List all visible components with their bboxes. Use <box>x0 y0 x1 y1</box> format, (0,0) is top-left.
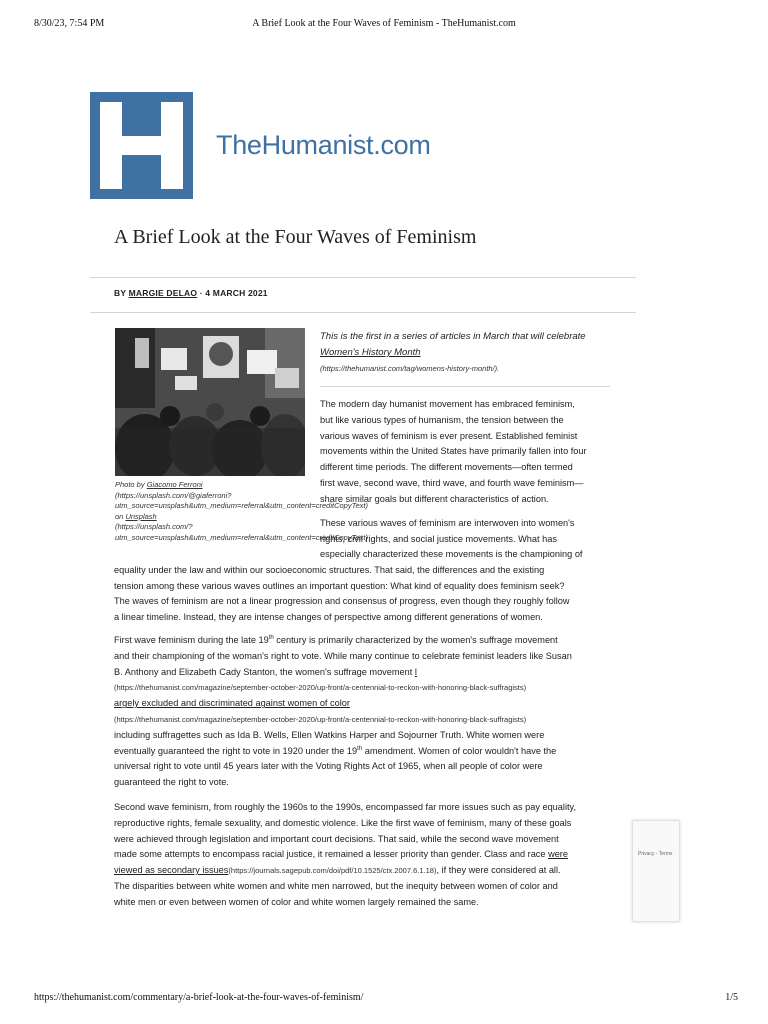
caption-url: (https://unsplash.com/? <box>115 522 193 531</box>
text-line: white men or even between women of color and white women largely remained the same. <box>114 896 479 907</box>
intro-note <box>320 329 620 377</box>
site-logo[interactable] <box>90 92 193 199</box>
print-url: https://thehumanist.com/commentary/a-brief-look-at-the-four-waves-of-feminism/ <box>34 992 364 1003</box>
text-line: first wave, second wave, third wave, and fourth wave feminism— <box>320 477 584 488</box>
text-line: The disparities between white women and white men narrowed, but the inequity between women of color and <box>114 880 558 891</box>
text-line: but like various types of humanism, the tension between the <box>320 414 564 425</box>
suffrage-link[interactable]: argely excluded and discriminated against women of color <box>114 698 350 709</box>
byline <box>114 288 268 298</box>
recaptcha-badge[interactable] <box>632 820 680 922</box>
article-title: A Brief Look at the Four Waves of Feminism <box>114 226 477 248</box>
divider <box>90 312 636 313</box>
photographer-link[interactable]: Giacomo Ferroni <box>146 480 203 489</box>
text-span: , if they were considered at all. <box>436 865 561 876</box>
caption-text: Photo by <box>115 480 147 489</box>
caption-url: utm_source=unsplash&utm_medium=referral&utm_content=creditCopyText) <box>115 532 368 542</box>
intro-url: (https://thehumanist.com/tag/womens-history-month/). <box>320 364 500 373</box>
text-line: The modern day humanist movement has embraced feminism, <box>320 399 575 409</box>
caption-text: on <box>115 511 126 521</box>
print-page-number: 1/5 <box>725 992 738 1003</box>
divider <box>90 277 636 278</box>
caption-url: utm_source=unsplash&utm_medium=referral&utm_content=creditCopyText) <box>115 501 368 510</box>
superscript: th <box>268 634 274 641</box>
caption-url: (https://unsplash.com/@giaferroni? <box>115 490 232 500</box>
text-span: amendment. Women of color wouldn't have the <box>362 745 557 756</box>
secondary-issues-link[interactable]: viewed as secondary issues <box>114 865 229 876</box>
text-span: B. Anthony and Elizabeth Cady Stanton, the women's suffrage movement <box>114 666 415 677</box>
text-line: reproductive rights, female sexuality, and domestic violence. Like the first wave of feminism, many of these goals <box>114 817 572 828</box>
divider <box>320 386 610 387</box>
text-line: Second wave feminism, from roughly the 1960s to the 1990s, encompassed far more issues such as pay equality, <box>114 802 576 812</box>
suffrage-link[interactable]: l <box>414 666 417 677</box>
print-datetime: 8/30/23, 7:54 PM <box>34 18 105 29</box>
print-page-title: A Brief Look at the Four Waves of Feminism - TheHumanist.com <box>252 18 516 29</box>
text-line: universal right to vote until 45 years later with the Voting Rights Act of 1965, when all people of color were <box>114 761 543 772</box>
recaptcha-text[interactable]: Privacy - Terms <box>638 851 673 857</box>
text-line: guaranteed the right to vote. <box>114 777 229 788</box>
link-url: (https://journals.sagepub.com/doi/pdf/10.1525/ctx.2007.6.1.18) <box>228 866 437 876</box>
text-line: various waves of feminism is ever present. Established feminist <box>320 430 578 441</box>
text-line: tension among these various waves outlines an important question: What kind of equality does feminism seek? <box>114 580 565 591</box>
text-line: different time periods. The different movements—often termed <box>320 462 573 473</box>
site-name[interactable]: TheHumanist.com <box>216 130 431 160</box>
text-line: These various waves of feminism are interwoven into women's <box>320 518 575 528</box>
text-line: The waves of feminism are not a linear progression and consensus of progress, even though they roughly follow <box>114 596 570 607</box>
secondary-issues-link[interactable]: were <box>548 849 568 860</box>
text-line: and their championing of the woman's right to vote. While many continue to celebrate feminist leaders like Susan <box>114 650 572 661</box>
text-span: made some attempts to encompass racial justice, it remained a lesser priority than gender. Class and race <box>114 849 549 860</box>
text-line: rights, civil rights, and social justice movements. What has <box>320 533 557 544</box>
unsplash-link[interactable]: Unsplash <box>125 511 157 521</box>
text-line: including suffragettes such as Ida B. Wells, Ellen Watkins Harper and Sojourner Truth. White women were <box>114 729 545 740</box>
text-line: movements within the United States have primarily fallen into four <box>320 446 587 457</box>
article-photo <box>115 328 305 476</box>
text-line: a linear timeline. Instead, they are intense changes of perspective among different generations of women. <box>114 612 543 623</box>
paragraph-1 <box>320 397 616 508</box>
text-line: share similar goals but different characteristics of action. <box>320 493 549 504</box>
womens-history-month-link[interactable]: Women's History Month <box>320 347 421 358</box>
text-span: eventually guaranteed the right to vote in 1920 under the 19 <box>114 745 358 756</box>
superscript: th <box>357 745 363 752</box>
paragraph-2 <box>114 547 614 626</box>
paragraph-4 <box>114 800 634 911</box>
text-span: century is primarily characterized by the women's suffrage movement <box>273 635 558 645</box>
text-line: especially characterized these movements is the championing of <box>320 549 583 559</box>
publish-date: · 4 MARCH 2021 <box>199 288 268 298</box>
intro-text: This is the first in a series of articles in March that will celebrate <box>320 331 586 342</box>
author-link[interactable]: MARGIE DELAO <box>128 288 198 298</box>
link-url: (https://thehumanist.com/magazine/september-october-2020/up-front/a-centennial-to-reckon-with-honoring-black-suffragists) <box>114 714 527 724</box>
text-line: equality under the law and within our socioeconomic structures. That said, the differences and the existing <box>114 564 545 575</box>
logo-h-icon <box>90 92 193 199</box>
text-span: First wave feminism during the late 19 <box>114 635 269 645</box>
protest-photo-image <box>115 328 305 476</box>
text-line: were achieved through legislation and important court decisions. That said, while the second wave movement <box>114 833 559 844</box>
link-url: (https://thehumanist.com/magazine/september-october-2020/up-front/a-centennial-to-reckon-with-honoring-black-suffragists) <box>114 683 527 693</box>
paragraph-2-start <box>320 516 616 548</box>
byline-prefix: BY <box>114 288 127 298</box>
paragraph-3 <box>114 633 634 791</box>
